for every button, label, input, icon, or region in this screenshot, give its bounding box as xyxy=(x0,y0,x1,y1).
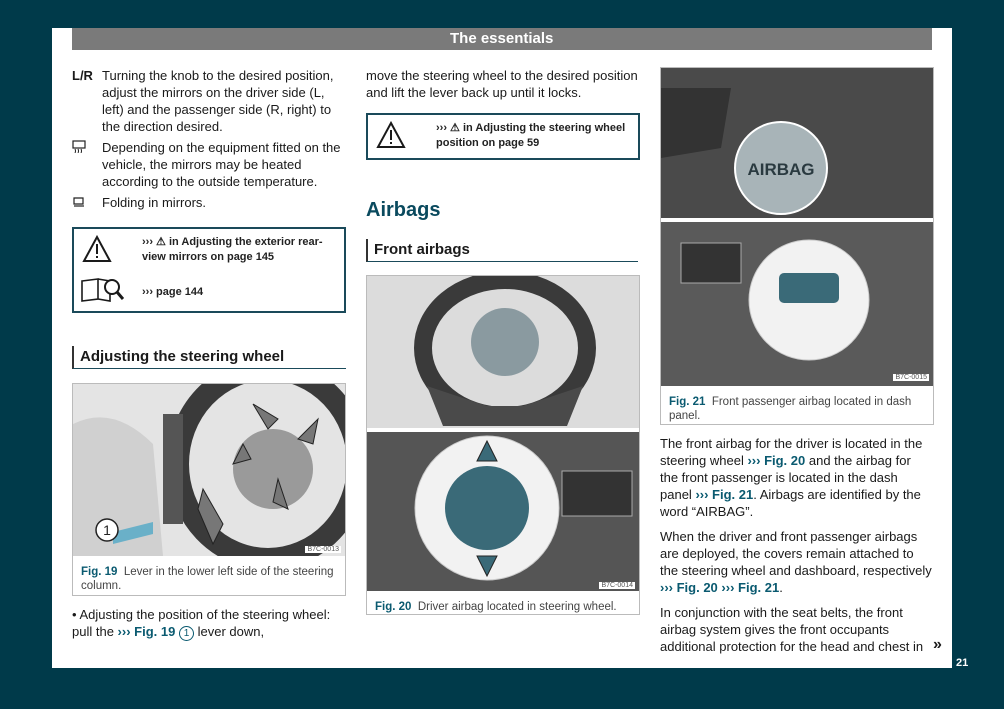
warning-box-steering xyxy=(366,113,640,160)
figure-20 xyxy=(366,275,640,615)
bullet-steering: • Adjusting the position of the steering wheel: pull the ››› Fig. 19 1 lever down, xyxy=(72,607,331,639)
fig21-tag: B7C-0015 xyxy=(895,374,927,381)
book-search-icon xyxy=(80,275,124,303)
steering-lever-illustration xyxy=(73,384,345,556)
fig20-caption: Fig. 20 Driver airbag located in steering wheel. xyxy=(375,601,617,613)
warning-ref-steering[interactable]: ››› ⚠ in Adjusting the steering wheel position on page 59 xyxy=(436,122,626,149)
fig19-link[interactable]: ››› Fig. 19 xyxy=(117,624,176,639)
fig21-link-2[interactable]: ››› Fig. 21 xyxy=(721,580,780,595)
lr-key: L/R xyxy=(72,68,93,83)
paragraph-3: In conjunction with the seat belts, the front airbag system gives the front occupants additional protection for the head and chest in xyxy=(660,605,924,654)
fig21-link[interactable]: ››› Fig. 21 xyxy=(695,487,754,502)
svg-text:AIRBAG: AIRBAG xyxy=(747,160,815,179)
heat-text: Depending on the equipment fitted on the vehicle, the mirrors may be heated according to the outside temperature. xyxy=(102,140,341,189)
lr-text: Turning the knob to the desired position, adjust the mirrors on the driver side (L, left) and the passenger side (R, right) to the direction desired. xyxy=(102,68,334,134)
column-right-text xyxy=(660,435,932,655)
page-header xyxy=(72,28,932,50)
book-ref[interactable]: ››› page 144 xyxy=(142,286,204,298)
heated-mirror-icon xyxy=(72,139,86,157)
warning-triangle-icon xyxy=(82,235,112,263)
title-front-airbags: Front airbags xyxy=(366,239,638,262)
driver-airbag-illustration xyxy=(367,276,639,591)
svg-text:1: 1 xyxy=(103,522,111,538)
warning-ref-mirrors[interactable]: ››› ⚠ in Adjusting the exterior rear-view mirrors on page 145 xyxy=(142,236,323,263)
fig20-tag: B7C-0014 xyxy=(601,582,633,589)
title-airbags: Airbags xyxy=(366,199,441,221)
fig20-link-2[interactable]: ››› Fig. 20 xyxy=(660,580,718,595)
figure-21 xyxy=(660,67,934,425)
fold-text: Folding in mirrors. xyxy=(102,195,207,210)
mirror-heat-item xyxy=(72,139,347,190)
fig20-link[interactable]: ››› Fig. 20 xyxy=(747,453,806,468)
cont-text: move the steering wheel to the desired position and lift the lever back up until it locks. xyxy=(366,68,638,100)
continue-mark: » xyxy=(933,636,942,653)
section-title-steering: Adjusting the steering wheel xyxy=(72,346,346,369)
callout-1-icon: 1 xyxy=(179,626,194,641)
fig21-caption: Fig. 21 Front passenger airbag located in dash panel. xyxy=(669,396,912,422)
fig19-caption: Fig. 19 Lever in the lower left side of the steering column. xyxy=(81,566,334,592)
header-title: The essentials xyxy=(450,30,554,47)
page-number: 21 xyxy=(956,657,969,669)
passenger-airbag-illustration xyxy=(661,68,933,386)
warning-box-mirrors xyxy=(72,227,346,313)
paragraph-2: When the driver and front passenger airbags are deployed, the covers remain attached to the steering wheel and dashboard, respectively ››› Fig. 20 ››› Fig. 21. xyxy=(660,529,932,595)
mirror-lr-item xyxy=(72,67,347,135)
figure-19 xyxy=(72,383,346,596)
column-left xyxy=(72,67,347,215)
fig19-tag: B7C-0013 xyxy=(307,546,339,553)
paragraph-1: The front airbag for the driver is located in the steering wheel ››› Fig. 20 and the airbag for the front passenger is located in the dash panel ››› Fig. 21. Airbags are identified by the word “AIRBAG”. xyxy=(660,436,923,519)
warning-triangle-icon xyxy=(376,121,406,149)
mirror-fold-item xyxy=(72,194,347,211)
fold-mirror-icon xyxy=(72,194,86,212)
